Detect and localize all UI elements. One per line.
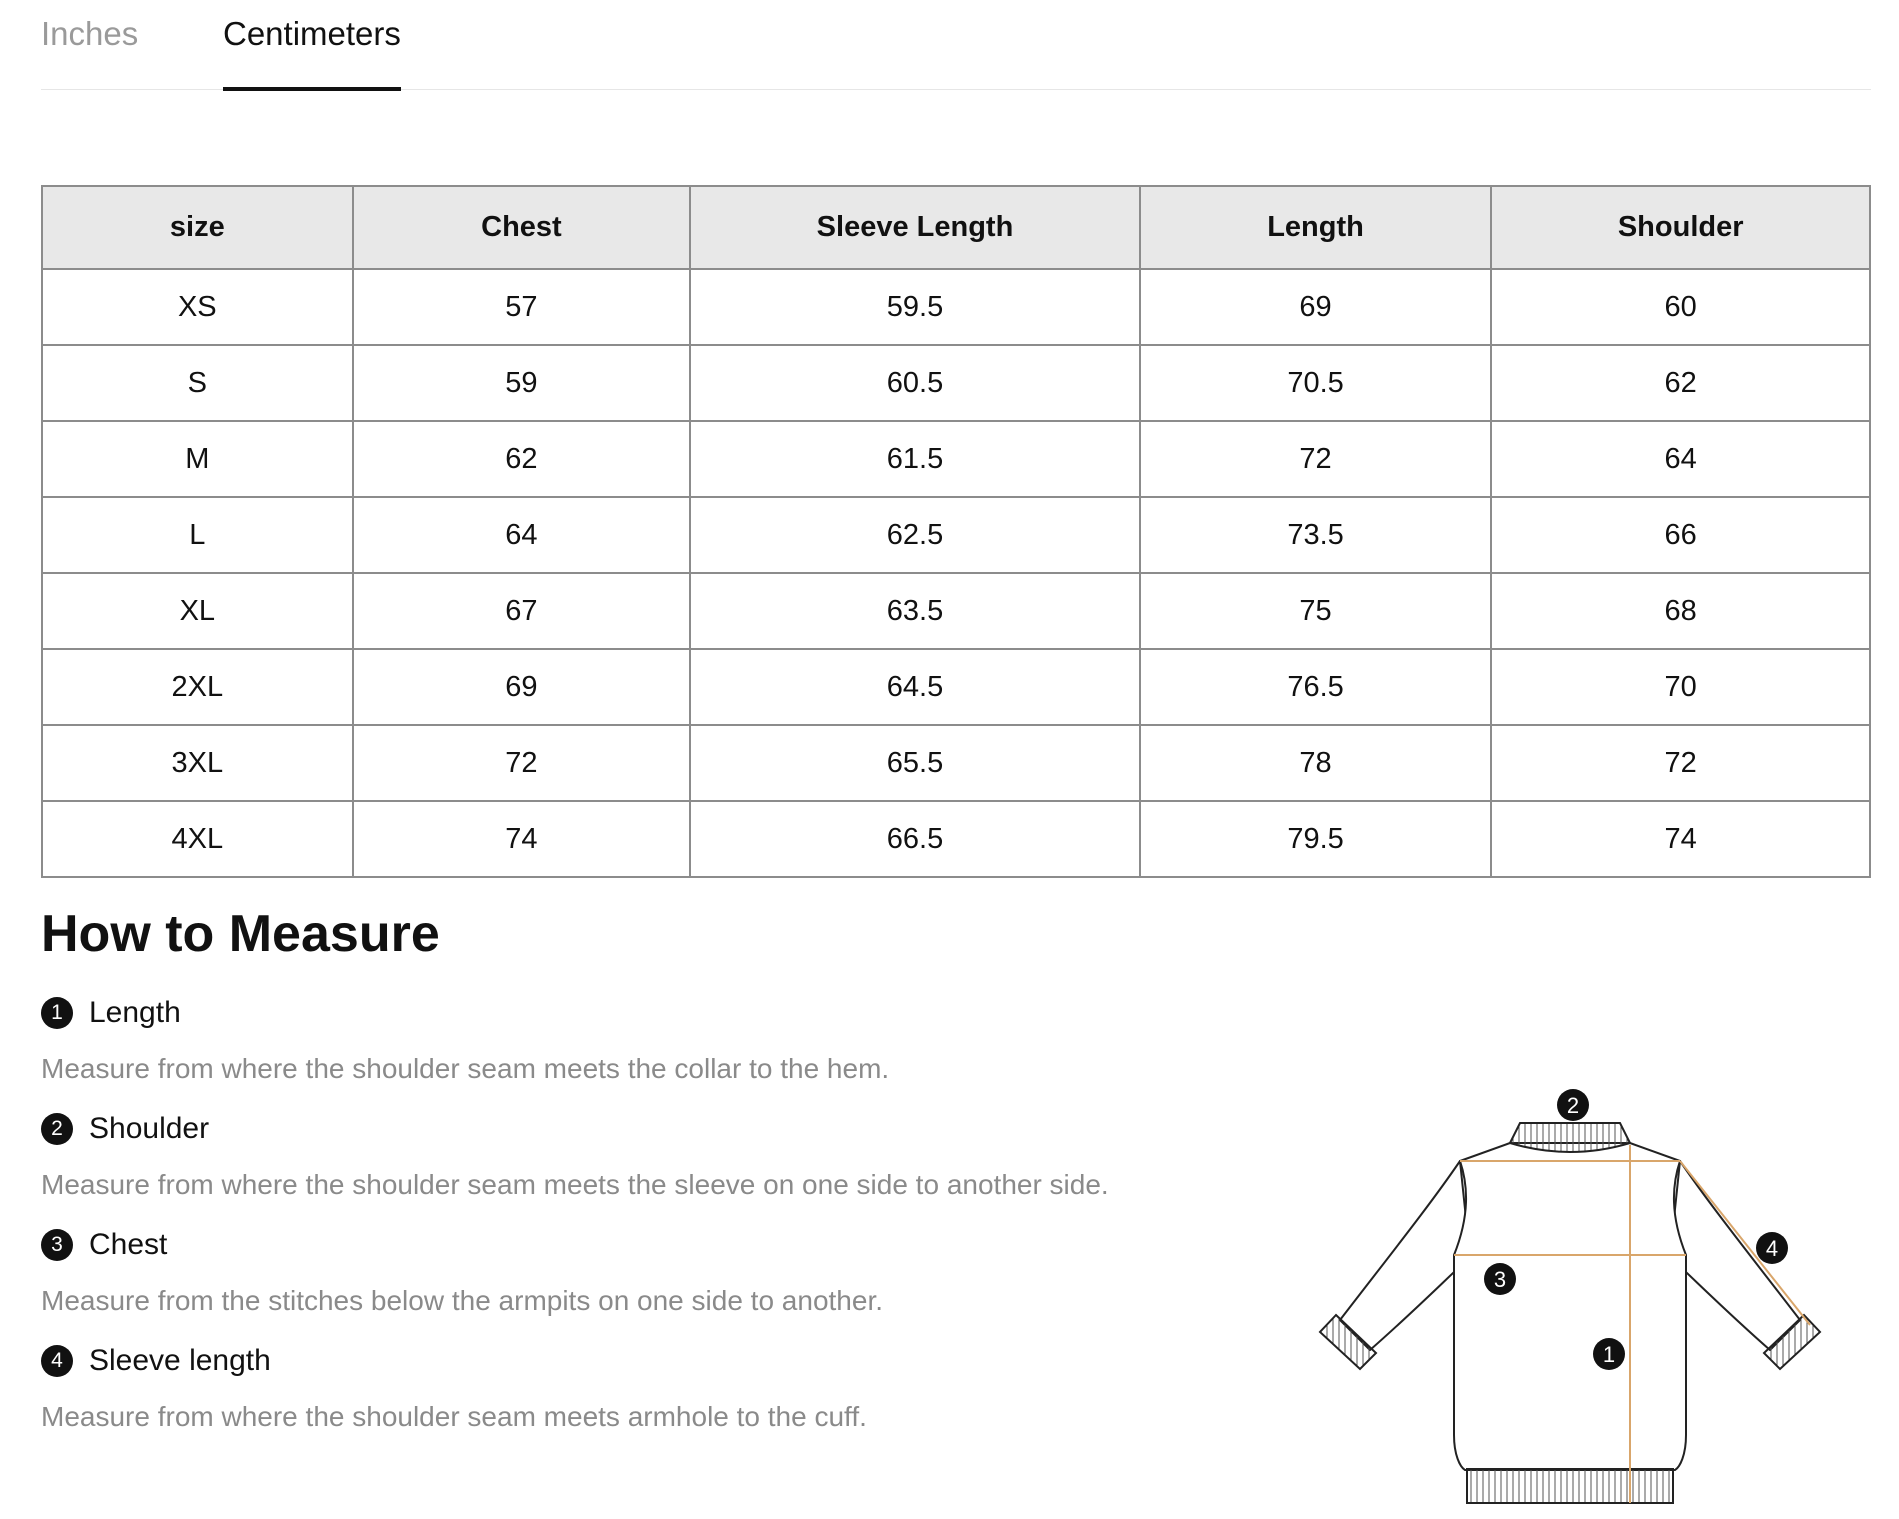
measure-label: Sleeve length <box>89 1344 271 1377</box>
svg-text:4: 4 <box>1765 1236 1779 1261</box>
number-badge: 1 <box>41 997 73 1029</box>
cell-size: S <box>42 345 353 421</box>
header-sleeve-length: Sleeve Length <box>690 186 1139 269</box>
marker-4 <box>1756 1232 1788 1264</box>
cell-sleeve-length: 66.5 <box>690 801 1139 877</box>
cell-length: 76.5 <box>1140 649 1492 725</box>
measure-description: Measure from where the shoulder seam meets armhole to the cuff. <box>41 1401 867 1432</box>
tab-inches[interactable]: Inches <box>41 15 139 52</box>
cell-length: 78 <box>1140 725 1492 801</box>
cell-chest: 74 <box>353 801 691 877</box>
cell-size: XS <box>42 269 353 345</box>
header-shoulder: Shoulder <box>1491 186 1870 269</box>
measure-item-chest <box>41 1225 883 1319</box>
how-to-measure-title: How to Measure <box>41 905 440 963</box>
number-badge: 4 <box>41 1345 73 1377</box>
measure-description: Measure from where the shoulder seam meets the sleeve on one side to another side. <box>41 1169 1109 1200</box>
cell-sleeve-length: 59.5 <box>690 269 1139 345</box>
size-chart-table <box>41 185 1871 878</box>
measure-item-sleeve-length <box>41 1341 867 1435</box>
sweater-measurement-diagram <box>1270 1075 1870 1505</box>
cell-size: 3XL <box>42 725 353 801</box>
cell-chest: 69 <box>353 649 691 725</box>
marker-3 <box>1484 1263 1516 1295</box>
cell-shoulder: 66 <box>1491 497 1870 573</box>
cell-sleeve-length: 64.5 <box>690 649 1139 725</box>
collar <box>1510 1123 1630 1152</box>
svg-text:2: 2 <box>1566 1093 1580 1118</box>
table-row <box>42 269 1870 345</box>
cell-chest: 72 <box>353 725 691 801</box>
table-row <box>42 573 1870 649</box>
cell-shoulder: 68 <box>1491 573 1870 649</box>
measure-item-shoulder <box>41 1109 1109 1203</box>
cell-sleeve-length: 63.5 <box>690 573 1139 649</box>
cell-size: 2XL <box>42 649 353 725</box>
number-badge: 2 <box>41 1113 73 1145</box>
cell-shoulder: 70 <box>1491 649 1870 725</box>
marker-1 <box>1593 1338 1625 1370</box>
measure-label: Shoulder <box>89 1112 210 1145</box>
cell-shoulder: 60 <box>1491 269 1870 345</box>
cell-shoulder: 72 <box>1491 725 1870 801</box>
table-row <box>42 801 1870 877</box>
cell-shoulder: 74 <box>1491 801 1870 877</box>
header-size: size <box>42 186 353 269</box>
cell-length: 69 <box>1140 269 1492 345</box>
cell-length: 70.5 <box>1140 345 1492 421</box>
table-header-row <box>42 186 1870 269</box>
svg-text:3: 3 <box>1493 1267 1507 1292</box>
cell-size: XL <box>42 573 353 649</box>
unit-tabs <box>41 0 1871 90</box>
cell-chest: 67 <box>353 573 691 649</box>
number-badge: 3 <box>41 1229 73 1261</box>
marker-2 <box>1557 1089 1589 1121</box>
cell-chest: 62 <box>353 421 691 497</box>
header-chest: Chest <box>353 186 691 269</box>
measure-description: Measure from the stitches below the armpits on one side to another. <box>41 1285 884 1316</box>
cell-size: M <box>42 421 353 497</box>
cell-length: 73.5 <box>1140 497 1492 573</box>
hem <box>1467 1469 1673 1503</box>
measure-label: Chest <box>89 1228 168 1261</box>
cell-size: 4XL <box>42 801 353 877</box>
header-length: Length <box>1140 186 1492 269</box>
cell-sleeve-length: 62.5 <box>690 497 1139 573</box>
table-row <box>42 649 1870 725</box>
cell-sleeve-length: 65.5 <box>690 725 1139 801</box>
svg-text:1: 1 <box>1602 1342 1616 1367</box>
cell-chest: 59 <box>353 345 691 421</box>
cell-sleeve-length: 61.5 <box>690 421 1139 497</box>
cell-chest: 64 <box>353 497 691 573</box>
cell-shoulder: 64 <box>1491 421 1870 497</box>
measure-description: Measure from where the shoulder seam meets the collar to the hem. <box>41 1053 890 1084</box>
table-row <box>42 421 1870 497</box>
sweater-outline <box>1340 1143 1800 1470</box>
table-row <box>42 497 1870 573</box>
tab-centimeters[interactable]: Centimeters <box>223 14 401 90</box>
cell-sleeve-length: 60.5 <box>690 345 1139 421</box>
measure-item-length <box>41 993 889 1087</box>
cell-length: 75 <box>1140 573 1492 649</box>
table-row <box>42 345 1870 421</box>
cell-size: L <box>42 497 353 573</box>
table-row <box>42 725 1870 801</box>
cell-length: 79.5 <box>1140 801 1492 877</box>
measure-label: Length <box>89 996 181 1029</box>
cell-length: 72 <box>1140 421 1492 497</box>
cell-shoulder: 62 <box>1491 345 1870 421</box>
cell-chest: 57 <box>353 269 691 345</box>
